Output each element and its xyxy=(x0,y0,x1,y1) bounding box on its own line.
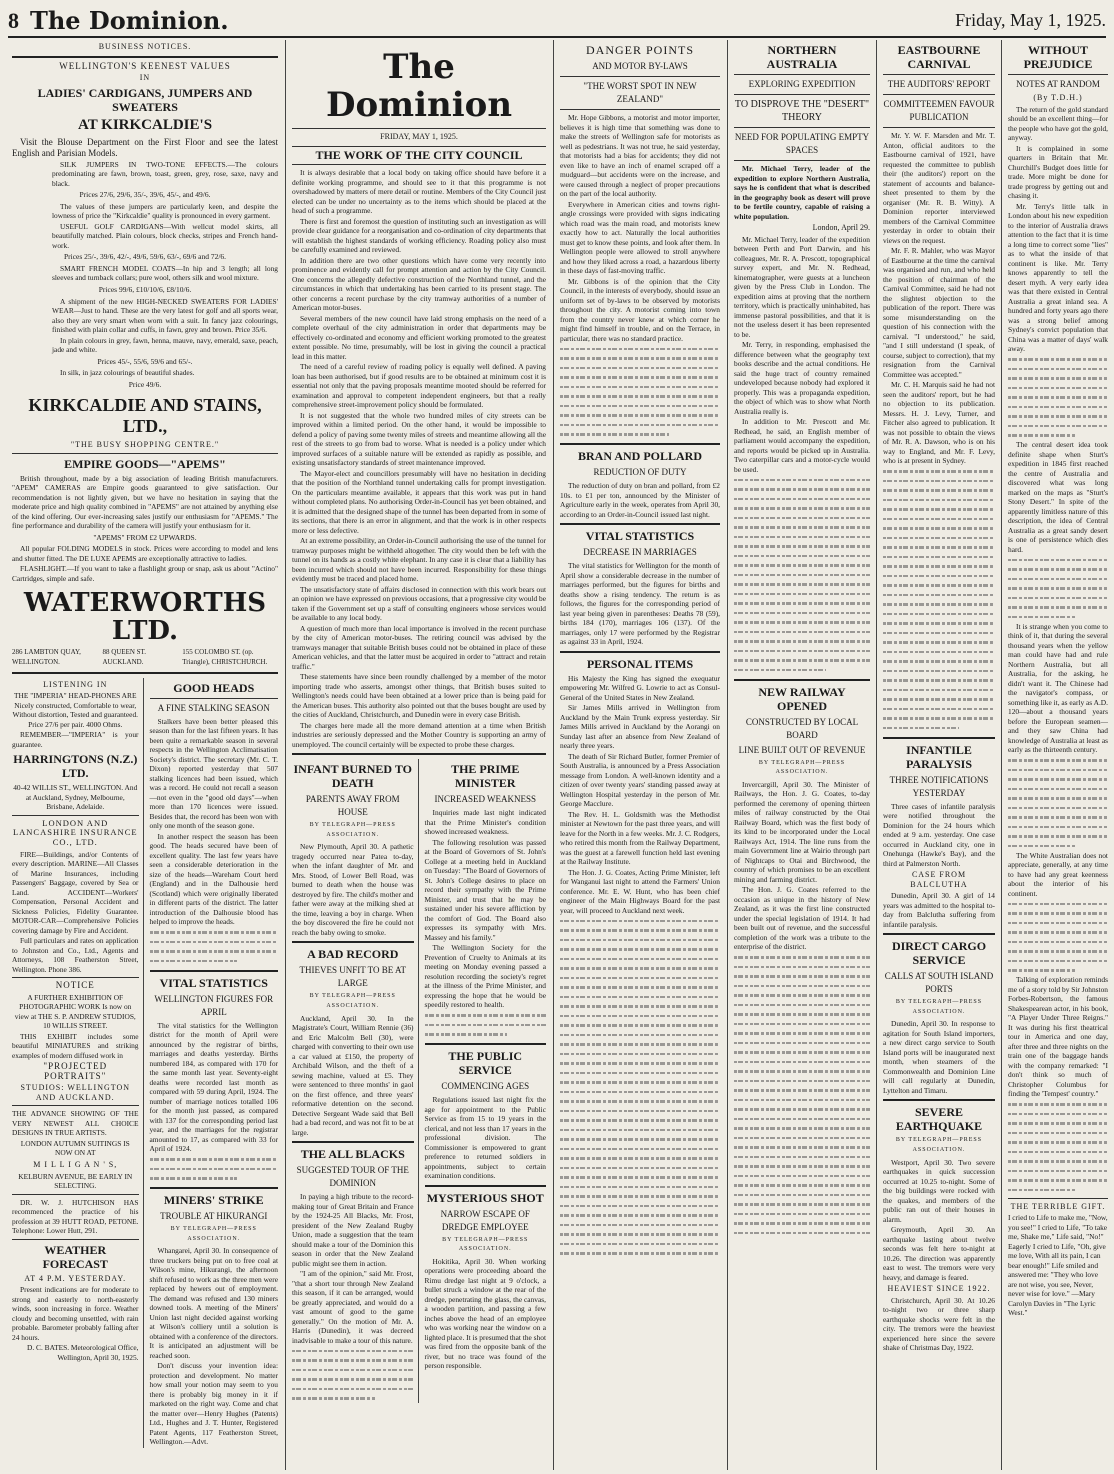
na-sub: EXPLORING EXPEDITION xyxy=(748,79,856,89)
wp-sub: NOTES AT RANDOM xyxy=(1016,79,1100,89)
vs-sub: DECREASE IN MARRIAGES xyxy=(583,547,697,557)
miners-head: MINERS' STRIKE xyxy=(163,1193,264,1208)
vs-body: The vital statistics for Wellington for the month of April show a considerable decrease in the number of marriages performed, but the figures for births and deaths show a rising tendency. The return is as follows, the figures for the corresponding period of last year being given in parentheses: Deaths 78 (59), births 184 (170), marriages 106 (137). Of the marriages, only 17 were performed by the Registrar as against 33 in April, 1924. xyxy=(560,561,720,646)
ads-right-subcolumn xyxy=(150,678,278,1448)
ip-sub: THREE NOTIFICATIONS YESTERDAY xyxy=(889,774,989,798)
ec-body3: Mr. C. H. Marquis said he had not seen the auditors' report, but he had no objection to its publication. Messrs. H. J. Levy, Turner, and Fitcher also agreed to publication. It was not possible to obtain the views of Mr. R. A. Dawson, who is on his way to England, and Mr. F. Levy, who is at present in Sydney. xyxy=(883,380,995,465)
empire-models: All popular FOLDING MODELS in stock. Prices were according to model and lens and shutter fitted. The DE LUXE APEMS are exceptionally attractive to ladies. xyxy=(12,544,278,563)
editorial-para: It is not suggested that the whole two hundred miles of city streets can be improved within a limited period. On the other hand, it would be impossible to defend a policy of paving some twenty miles of streets and meantime allowing all the rest of the streets to go from bad to worse. What is needed is a policy under which improved surfaces of a suitable nature will be extended as rapidly as possible, and existing unsatisfactory standards of street maintenance improved. xyxy=(292,410,546,468)
pm-head: THE PRIME MINISTER xyxy=(451,762,520,791)
kirk-plain: In plain colours in grey, fawn, henna, mauve, navy, emerald, saxe, peach, jade and white. xyxy=(52,335,278,355)
harrington-addr: 40-42 WILLIS ST., WELLINGTON. And at Auckland, Sydney, Melbourne, Brisbane, Adelaide. xyxy=(13,783,138,812)
hutchison-notice: DR. W. J. HUTCHISON HAS recommenced the practice of his profession at 39 HUTT ROAD, PETONE. Telephone: Lower Hutt, 291. xyxy=(12,1197,139,1236)
wp-verse: I cried to Life to make me, "Now, you see!" I cried to Life, "To take me, Shake me," Life said, "No!" Eagerly I cried to Life, "Oh, give me love, With all its pain, I can bear enough!" Life smiled and answered me: "They who love are not wise, you see, Never, never wise for love." —Mary Carolyn Davies in "The Lyric West." xyxy=(1008,1213,1108,1318)
kirk-silk2-price: Price 49/6. xyxy=(128,379,162,389)
ip-body2: Dunedin, April 30. A girl of 14 years was admitted to the hospital to-day from Balclutha suffering from infantile paralysis. xyxy=(883,891,995,929)
empire-film: "APEMS" FROM £2 UPWARDS. xyxy=(93,532,197,542)
ps-body: Regulations issued last night fix the age for appointment to the Public Service as from 15 to 19 years in the clerical, and not less than 17 years in the professional division. The Commissioner is empowered to grant preference to returned soldiers in appointments, subject to certain examination conditions. xyxy=(424,1095,546,1181)
editorial-para: At an extreme possibility, an Order-in-Council authorising the use of the tunnel for tramway purposes might be withheld altogether. The city would then be left with the tunnel on its hands as a costly white elephant. In any case it is clear that a liability has been incurred which should not have been incurred. Responsibility for these things evidently must be traced and placed home. xyxy=(292,536,546,584)
infant-byline: BY TELEGRAPH—PRESS ASSOCIATION. xyxy=(309,822,396,838)
listen-head: LISTENING IN xyxy=(43,679,108,689)
ads-split xyxy=(12,678,278,1448)
llani-body: FIRE—Buildings, and/or Contents of every description. MARINE—All Classes of Marine Insurances, including Passengers' Baggage, covered by Sea or Land. ACCIDENT—Workers' Compensation, Personal Accident and Sickness Policies, Fidelity Guarantee. MOTOR-CAR—Comprehensive Policies covering damage by Fire and Accident. xyxy=(12,849,139,935)
na-dateline: London, April 29. xyxy=(812,223,870,232)
vital-body: The vital statistics for the Wellington district for the month of April were announced by the registrar of births, marriages and deaths yesterday. Births numbered 184, as compared with 170 for the same month last year. Seventy-eight deaths were recorded last month as compared with 59 during April, 1924. The number of marriage notices totalled 106 for the month just passed, as compared with 137 for the corresponding period last year, and the marriages for the registrar amounted to 17, as compared with 33 for April of 1924. xyxy=(149,1020,278,1154)
na-body: Mr. Michael Terry, leader of the expedition between Perth and Port Darwin, and his colleagues, Mr. R. A. Prescott, topographical survey expert, and Mr. N. Redhead, kinematographer, were guests at a luncheon given by the Press Club in London. The expedition aims at proving that the northern territory, which is practically uninhabited, has immense pastoral possibilities, and that it is not the useless desert it has been represented to be. xyxy=(734,234,870,339)
page-header xyxy=(8,6,1106,38)
editorial-para: Several members of the new council have laid strong emphasis on the need of a complete overhaul of the city administration in order that departments may be effectively co-ordinated and economy and efficient working promoted to the greatest extent possible. No time, presumably, will be lost in giving the council a practical lead in this matter. xyxy=(292,313,546,361)
kirk-golf: USEFUL GOLF CARDIGANS—With wellcut model skirts, all beautifully matched. Plain colours, block checks, stripes and French hand-work. xyxy=(52,221,278,250)
kirk-at: AT KIRKCALDIE'S xyxy=(77,116,213,133)
waterworths-addr-3: 155 COLOMBO ST. (op. Triangle), CHRISTCHURCH. xyxy=(182,648,268,667)
kirk-french-prices: Prices 99/6, £10/10/6, £8/10/6. xyxy=(98,284,192,294)
kirk-tagline: WELLINGTON'S KEENEST VALUES xyxy=(59,60,231,71)
ec-body2: Mr. F. R. Mahler, who was Mayor of Eastbourne at the time the carnival was organised and run, and who held the position of chairman of the Carnival Committee, said he had not the slightest objection to the publication of the report. There was some misunderstanding on the question of his connection with the carnival. "I understood," he said, "and I still understand (I speak, of course, subject to correction), that my resignation from the Carnival Committee was accepted." xyxy=(883,246,995,379)
na-body3: In addition to Mr. Prescott and Mr. Redhead, he said, an English member of parliament would accompany the expedition, and reports would be picked up in Australia. Two caterpillar cars and a motor-cycle would be used. xyxy=(734,417,870,474)
kirk-silk-prices: Prices 27/6, 29/6, 35/-, 39/6, 45/-, and 49/6. xyxy=(79,190,211,200)
nr-body: Invercargill, April 30. The Minister of Railways, the Hon. J. G. Coates, to-day performed the ceremony of opening thirteen miles of railway constructed by the Otai Railway Board, which was the first body of its kind to be incorporated under the Local Railways Act, 1914. The line runs from the main Government line at Wairio through part of Nightcaps to Otai and Birchwood, the country of which promises to be an excellent mining and farming district. xyxy=(734,779,870,884)
wp-gift: THE TERRIBLE GIFT. xyxy=(1010,1201,1106,1211)
kirk-silk2: In silk, in jazz colourings of beautiful shades. xyxy=(60,368,195,378)
editorial-masthead: The Dominion xyxy=(325,47,513,125)
waterworths-addr-1: 286 LAMBTON QUAY, WELLINGTON. xyxy=(12,648,81,667)
wp-body2: It is complained in some quarters in Britain that Mr. Churchill's Budget does little for trade. More might be done for trade progress by getting out and chasing it. xyxy=(1008,143,1108,201)
ads-left-subcolumn xyxy=(12,678,144,1448)
pm-body2: The following resolution was passed at the Board of Governors of St. John's College at a meeting held in Auckland on Tuesday: "The Board of Governors of St. John's College desires to place on record their sympathy with the Prime Minister, and trust that he may be sustained under his severe affliction by the comfort of God. The Board also expresses its sympathy with Mrs. Massey and his family." xyxy=(424,837,546,942)
listen-body: THE "IMPERIA" HEAD-PHONES ARE Nicely constructed, Comfortable to wear, Without distortion, Tested and guaranteed. Price 27/6 per pair. 4000 Ohms. xyxy=(12,691,138,729)
milligans: M I L L I G A N ' S, xyxy=(33,1159,118,1169)
dc-byline: BY TELEGRAPH—PRESS ASSOCIATION. xyxy=(895,999,983,1015)
kirk-silk: SILK JUMPERS IN TWO-TONE EFFECTS.—The colours predominating are fawn, brown, toast, green, grey, rose, saxe, navy and black. xyxy=(52,159,278,188)
editorial-para: The need of a careful review of roading policy is equally well defined. A paving loan has been authorised, but if good results are to be obtained at minimum cost it is essential not only that the paving proposals meantime mooted should be referred for examination and approval to competent independent engineers, but that a really comprehensive street-improvement policy should be formulated. xyxy=(292,362,546,410)
pi-body4: The Rev. H. L. Goldsmith was the Methodist minister at Newtown for the past three years, and will leave for the North in a few weeks. Mr. J. C. Rodgers, who retired this month from the Railway Department, was the guest at a farewell function held last evening at the Railway Institute. xyxy=(560,809,720,866)
waterworths-addresses xyxy=(12,648,278,667)
column-rule xyxy=(1001,40,1002,1470)
shot-sub: NARROW ESCAPE OF DREDGE EMPLOYEE xyxy=(440,1208,530,1232)
pm-body3: The Wellington Society for the Prevention of Cruelty to Animals at its meeting on Monday evening passed a resolution recording the society's regret at the illness of the Prime Minister, and expressing the hope that he would be speedily restored to health. xyxy=(424,943,546,1010)
na-sub2: TO DISPROVE THE "DESERT" THEORY xyxy=(734,99,870,123)
kirk-tag: "THE BUSY SHOPPING CENTRE." xyxy=(70,440,220,450)
kirk-french: SMART FRENCH MODEL COATS—In hip and 3 length; all long sleeves and turnback collars; pure wool, others silk and wool mixture. xyxy=(52,263,278,283)
waterworths-brand: WATERWORTHS LTD. xyxy=(23,588,267,647)
danger-sub: AND MOTOR BY-LAWS xyxy=(592,61,688,71)
notice-head: NOTICE xyxy=(55,980,95,990)
weather-sig: D. C. BATES. Meteorological Office, Wellington, April 30, 1925. xyxy=(26,1343,139,1362)
editorial-column xyxy=(292,40,546,1470)
se-body3: Christchurch, April 30. At 10.26 to-night two or three sharp earthquake shocks were felt in the city. The tremors were the heaviest experienced here since the severe shake of Christmas Day, 1922. xyxy=(883,1295,995,1353)
column-rule xyxy=(285,40,286,1470)
blacks-head: THE ALL BLACKS xyxy=(300,1147,405,1162)
se-body2: Greymouth, April 30. An earthquake lasting about twelve seconds was felt here to-night at 10.26. The direction was apparently east to west. The tremors were very heavy, and damage is feared. xyxy=(883,1225,995,1282)
dc-head: DIRECT CARGO SERVICE xyxy=(891,939,987,968)
se-head: SEVERE EARTHQUAKE xyxy=(895,1105,983,1134)
weather-time: AT 4 P.M. YESTERDAY. xyxy=(24,1273,127,1283)
miners-sub: TROUBLE AT HIKURANGI xyxy=(160,1211,268,1222)
shot-body: Hokitika, April 30. When working operations were proceeding aboard the Rimu dredge last night at 9 o'clock, a bullet struck a window at the rear of the dredge, penetrating the glass, the canvas, a wooden partition, and passing a few inches above the head of an employee who was working near the window on a lighted place. It is presumed that the shot was fired from the opposite bank of the river, but no trace was found of the person responsible. xyxy=(424,1256,546,1371)
good-heads-head: GOOD HEADS xyxy=(173,680,255,695)
ip-sub2: CASE FROM BALCLUTHA xyxy=(910,870,968,889)
se-sub: HEAVIEST SINCE 1922. xyxy=(887,1284,991,1294)
pi-body5: The Hon. J. G. Coates, Acting Prime Minister, left for Wanganui last night to attend the Farmers' Union conference. Mr. E. W. Hunt, who has been chief engineer of the Main Highways Board for the past year, will proceed to Auckland next week. xyxy=(560,867,720,915)
na-head: NORTHERN AUSTRALIA xyxy=(766,43,838,71)
blacks-body2: "I am of the opinion," said Mr. Frost, "that a short tour through New Zealand this season, if it can be arranged, would be greatly appreciated, and would do a vast amount of good to the game generally." On the motion of Mr. A. Harris (Dunedin), it was decreed inadvisable to make a tour of this nature. xyxy=(292,1269,414,1345)
column-rule xyxy=(876,40,877,1470)
news-column-6 xyxy=(1008,40,1108,1470)
kirk-shipment: A shipment of the new HIGH-NECKED SWEATERS FOR LADIES' WEAR—Just to hand. These are the very latest for golf and all sports wear, also they are very smart when worn with a suit. In fancy jazz colourings, finished with plain collar and cuffs, in fawn, grey and brown. Price 35/6. xyxy=(52,296,278,335)
lower-right xyxy=(425,759,547,1403)
dc-body: Dunedin, April 30. In response to agitation for South Island importers, a new direct cargo service to South Island ports will be inaugurated next month, when steamers of the Commonwealth and Dominion Line will call regularly at Dunedin, Lyttelton and Timaru. xyxy=(883,1019,995,1095)
editorial-headline: THE WORK OF THE CITY COUNCIL xyxy=(315,147,523,162)
record-body: Auckland, April 30. In the Magistrate's Court, William Rennie (36) and Eric Malcolm Bell (30), were charged with converting to their own use a car valued at £150, the property of Archibald Wilson, and the theft of a sewing machine, valued at £5. They were sentenced to three months' in gaol on the first offence, and three years' reformative detention on the second. Detective Sergeant Wade said that Bell had a bad record, and was not fit to be at large. xyxy=(292,1013,414,1137)
dc-sub: CALLS AT SOUTH ISLAND PORTS xyxy=(884,971,994,995)
harrington-brand: HARRINGTONS (N.Z.) LTD. xyxy=(13,752,138,781)
kirk-values: The values of these jumpers are particularly keen, and despite the lowness of price the "Kirkcaldie" quality is pronounced in every garment. xyxy=(52,201,278,221)
advertisements-column xyxy=(12,40,278,1470)
pm-sub: INCREASED WEAKNESS xyxy=(434,794,537,805)
se-body: Westport, April 30. Two severe earthquakes in quick succession occurred at 10.25 to-night. Some of the big buildings were rocked with the quakes, and members of the public ran out of their houses in alarm. xyxy=(883,1157,995,1224)
pi-body2: Sir James Mills arrived in Wellington from Auckland by the Main Trunk express yesterday. Sir James Mills arrived in Auckland by the Aorangi on Sunday last after an absence from New Zealand of nearly three years. xyxy=(560,703,720,750)
llani-brand: LONDON AND LANCASHIRE INSURANCE CO., LTD. xyxy=(12,817,138,847)
listen-remember: REMEMBER—"IMPERIA" is your guarantee. xyxy=(12,730,139,749)
na-body2: Mr. Terry, in responding, emphasised the difference between what the geography text books describe and the actual conditions. He said the huge tract of country remained undeveloped because nobody had explored it properly. This was a propaganda expedition, the object of which was to show what North Australia really is. xyxy=(734,340,870,416)
notice-body: A FURTHER EXHIBITION OF PHOTOGRAPHIC WORK Is now on view at THE S. P. ANDREW STUDIOS, 10 WILLIS STREET. xyxy=(14,992,136,1031)
pi-head: PERSONAL ITEMS xyxy=(586,656,694,671)
wp-body5: It is strange when you come to think of it, that during the several thousand years when the yellow man could have had and rule Northern Australia, but all Australia, for the asking, he didn't want it. The Chinese had the navigator's compass, or something like it, as early as A.D. 120—about a thousand years before the European seamen—and they saw China had knowledge of Australia at least as early as the thirteenth century. xyxy=(1008,621,1108,755)
kirk-intro: Visit the Blouse Department on the First Floor and see the latest English and Parisian Models. xyxy=(12,136,278,158)
editorial-para: It is always desirable that a local body on taking office should have before it a definite working programme, and should see to it that this programme is not overshadowed by matters of mere detail or routine. Members of the City Council just elected can be under no uncertainty as to the items which should be placed at the head of such a programme. xyxy=(292,168,546,216)
nr-byline: BY TELEGRAPH—PRESS ASSOCIATION. xyxy=(758,759,846,776)
ip-head: INFANTILE PARALYSIS xyxy=(905,742,973,771)
editorial-lower-split xyxy=(292,759,546,1403)
business-notices-label: BUSINESS NOTICES. xyxy=(98,42,192,51)
editorial-para: A question of much more than local importance is involved in the recent purchase by the city of American motor-buses. The retiring council was advised by the tramways manager that suitable British buses could not be obtained in place of these American vehicles, and that the latter must be acquired in order to "attract and retain traffic." xyxy=(292,623,546,671)
empire-headline: EMPIRE GOODS—"APEMS" xyxy=(64,456,226,471)
wp-body: The return of the gold standard should be an excellent thing—for the people who have got the gold, anyway. xyxy=(1008,104,1108,143)
ps-sub: COMMENCING AGES xyxy=(441,1081,530,1092)
wp-body6: The White Australian does not appreciate, generally, at any time to have had any great keenness about the interior of his continent. xyxy=(1008,850,1108,898)
editorial-para: There is first and foremost the question of instituting such an investigation as will provide clear guidance for a reorganisation and co-ordination of city departments that will establish the highest standards of working efficiency. Roading policy also must be carefully examined and reviewed. xyxy=(292,216,546,255)
advance-showing: THE ADVANCE SHOWING OF THE VERY NEWEST ALL CHOICE DESIGNS IN TRUE ARTISTS. xyxy=(12,1109,139,1138)
bran-sub: REDUCTION OF DUTY xyxy=(593,467,687,477)
infant-head: INFANT BURNED TO DEATH xyxy=(293,762,412,791)
vs-head: VITAL STATISTICS xyxy=(585,529,695,543)
issue-date: Friday, May 1, 1925. xyxy=(955,10,1106,30)
blacks-sub: SUGGESTED TOUR OF THE DOMINION xyxy=(296,1165,409,1189)
news-column-4 xyxy=(734,40,870,1470)
empire-flash: FLASHLIGHT.—If you want to take a flashlight group or snap, ask us about "Actino" Cartridges, simple and safe. xyxy=(12,564,278,583)
pi-body: His Majesty the King has signed the exequatur empowering Mr. Wilfred G. Lowrie to act as Consul-General of the United States in New Zealand. xyxy=(560,673,720,702)
wp-body4: The central desert idea took definite shape when Sturt's expedition in 1845 first reached the centre of Australia and discovered what was long marked on the maps as "Sturt's Stony Desert." In spite of the apparently limitless nature of this description, the idea of Central Australia as a great sandy desert is one of persistence which dies hard. xyxy=(1008,440,1108,554)
empire-body: British throughout, made by a big association of leading British manufacturers. "APEM" CAMERAS are Empire goods guaranteed to give satisfaction. Our recommendation is not lightly given, but we have no hesitation in saying that the moderate price and high quality combined in "APEMS" are not attained by anything else of the kind offering. Our ever-increasing sales justify our enthusiasm for "APEMS." The fine performance and durability of the camera will justify your enthusiasm for it. xyxy=(12,473,278,531)
page-number: 8 xyxy=(8,8,19,33)
miners-ad: Don't discuss your invention idea: protection and development. No matter how small your notion may seem to you there is probably big money in it if marketed on the right way. Come and chat the matter over—Henry Hughes (Patents) Ltd., Hughes and J. T. Hunter, Registered Patent Agents, 117 Featherston Street, Wellington.—Advt. xyxy=(149,1361,278,1447)
miners-body: Whangarei, April 30. In consequence of three truckers being put on to free coal at Wilson's mine, Hikurangi, the afternoon shift refused to work as the three men were replaced by hewers out of employment. The demand was refused and 130 miners downed tools. A meeting of the Miners' Union last night decided against working at Wilson's colliery until a solution is obtained with a conference of the directors. It is anticipated an adjustment will be reached soon. xyxy=(149,1246,278,1360)
nr-sub2: LINE BUILT OUT OF REVENUE xyxy=(738,744,866,755)
ec-body: Mr. Y. W. F. Marsden and Mr. T. Anton, official auditors to the Eastbourne carnival of 1921, have requested the committee to publish their (the auditors') report on the statement of accounts and balance-sheet presented to them by the organiser (Mr. R. B. Witty). A Dominion reporter interviewed members of the Carnival Committee yesterday in order to obtain their views on the request. xyxy=(883,131,995,245)
danger-quote: "THE WORST SPOT IN NEW ZEALAND" xyxy=(583,81,697,104)
kirk-in: IN xyxy=(139,73,151,83)
vital-head: VITAL STATISTICS xyxy=(159,975,268,990)
column-rule xyxy=(553,40,554,1470)
notice-body2: THIS EXHIBIT includes some beautiful MINIATURES and striking examples of modern diffused work in xyxy=(12,1031,139,1060)
news-column-5 xyxy=(883,40,995,1470)
wp-body3: Mr. Terry's little talk in London about his new expedition to the interior of Australia draws attention to the fact that it is time a long time to correct some "lies" as to what the inside of that continent is like. Mr. Terry knows apparently to tell the desert myth. A very early idea was that there existed in Central Australia a great inland sea. A hundred and forty years ago there was a strong belief among Sydney's convict population that China was a matter of days' walk away. xyxy=(1008,201,1108,354)
record-head: A BAD RECORD xyxy=(307,947,399,962)
editorial-para: The Mayor-elect and councillors presumably will have no hesitation in deciding that the position of the Northland tunnel undertaking calls for prompt investigation. On the particulars meantime available, it appears that this work was put in hand without completed plans. No authorising Order-in-Council has yet been obtained, and it is admitted that the designed shape of the tunnel has been departed from in some of its sections, that there is an error in alignment, and that the work is in other respects more or less defective. xyxy=(292,468,546,535)
notice-portraits: "PROJECTED PORTRAITS" xyxy=(43,1061,108,1081)
milligans-addr: KELBURN AVENUE, BE EARLY IN SELECTING. xyxy=(18,1171,133,1191)
wp-body7: Talking of exploration reminds me of a story told by Sir Johnston Forbes-Robertson, the famous Shakespearean actor, in his book, "A Player Under Three Reigns." It was during his first theatrical tour in America and one day, after three and three nights on the train one of the baggage hands with the company remarked: "I don't think so much of Christopher Columbus for finding the 'Tempest' country." xyxy=(1008,975,1108,1099)
kirk-headline: LADIES' CARDIGANS, JUMPERS AND SWEATERS xyxy=(37,85,253,114)
wp-by: (By T.D.H.) xyxy=(1033,93,1083,102)
ec-head: EASTBOURNE CARNIVAL xyxy=(897,43,981,71)
danger-body: Mr. Hope Gibbons, a motorist and motor importer, believes it is high time that something was done to make the streets of Wellington safe for motorists as well as pedestrians. It was not true, he said yesterday, that motorists had a bias for accidents; they did not even like to have an inch of enamel scraped off a mudguard—but accidents were on the increase, and were caused through a neglect of proper precautions on the part of the local authority. xyxy=(560,113,720,198)
editorial-para: In addition there are two other questions which have come very recently into prominence and evidently call for prompt attention and action by the City Council. One concerns the allegedly defective construction of the Northland tunnel, and the circumstances in which that undertaking has been carried to its present stage. The other concerns a recent purchase by the city tramway authorities of a number of American motor-buses. xyxy=(292,255,546,313)
weather-head: WEATHER FORECAST xyxy=(42,1242,108,1271)
vital-sub: WELLINGTON FIGURES FOR APRIL xyxy=(154,993,274,1017)
pi-body3: The death of Sir Richard Butler, former Premier of South Australia, is announced by a Press Association message from London. A well-known identity and a citizen of over twenty years' standing passed away at Wellington Hospital yesterday in the person of Mr. George Macclure. xyxy=(560,751,720,808)
masthead-small: The Dominion. xyxy=(30,6,229,35)
infant-sub: PARENTS AWAY FROM HOUSE xyxy=(305,794,400,818)
record-sub: THIEVES UNFIT TO BE AT LARGE xyxy=(299,965,406,989)
infant-body: New Plymouth, April 30. A pathetic tragedy occurred near Patea to-day, when the infant daughter of Mr. and Mrs. Stood, of Lower Bell Road, was burned to death when the house was destroyed by fire. The child's mother and father were away at the milking shed at the time, leaving a boy in charge. When the boy discovered the fire he could not reach the baby owing to smoke. xyxy=(292,842,414,937)
lower-left xyxy=(292,759,419,1403)
shot-head: MYSTERIOUS SHOT xyxy=(426,1190,544,1205)
notice-studios: STUDIOS: WELLINGTON AND AUCKLAND. xyxy=(20,1083,131,1102)
ec-sub2: COMMITTEEMEN FAVOUR PUBLICATION xyxy=(883,99,995,122)
llani-foot: Full particulars and rates on application to Johnston and Co., Ltd., Agents and Attorneys, 108 Featherston Street, Wellington. Phone 386. xyxy=(12,936,139,974)
pm-body: Inquiries made last night indicated that the Prime Minister's condition showed increased weakness. xyxy=(424,808,546,837)
editorial-date: FRIDAY, MAY 1, 1925. xyxy=(380,132,458,141)
danger-body3: Mr. Gibbons is of the opinion that the City Council, in the interests of everybody, should issue an uniform set of by-laws to be observed by motorists throughout the city. A motorist coming into town from the country never knew at which corner he might find himself in trouble, and on the Terrace, in particular, there was no standard practice. xyxy=(560,276,720,343)
nr-sub: CONSTRUCTED BY LOCAL BOARD xyxy=(745,716,859,740)
kirk-golf-prices: Prices 25/-, 39/6, 42/-, 49/6, 59/6, 63/-, 69/6 and 72/6. xyxy=(63,252,227,262)
na-sub3: NEED FOR POPULATING EMPTY SPACES xyxy=(734,132,870,155)
bran-head: BRAN AND POLLARD xyxy=(577,449,702,463)
editorial-para: These statements have since been roundly challenged by a member of the motor importing trade who asserts, amongst other things, that British buses suited to Wellington's needs could have been obtained at a lower price than is being paid for the American buses. This authority also pointed out that the buses bought are used by the cities of Auckland, Christchurch, and Dunedin were in every case British. xyxy=(292,672,546,720)
london-autumn: LONDON AUTUMN SUITINGS IS NOW ON AT xyxy=(20,1138,130,1158)
kirk-brand: KIRKCALDIE AND STAINS, LTD., xyxy=(28,395,262,437)
weather-body: Present indications are for moderate to strong and easterly to north-easterly winds, soon increasing in force. Weather cloudy and becoming unsettled, with rain probable. Barometer probably falling after 24 hours. xyxy=(12,1285,139,1342)
ec-sub: THE AUDITORS' REPORT xyxy=(887,79,991,89)
blacks-body: In paying a high tribute to the record-making tour of Great Britain and France by the 1924-25 All Blacks, Mr. Frost, president of the New Zealand Rugby Union, made a suggestion that the team should make a tour of the Dominion this season in order that the New Zealand public might see them in action. xyxy=(292,1192,414,1268)
danger-head: DANGER POINTS xyxy=(585,43,694,57)
wp-head: WITHOUT PREJUDICE xyxy=(1023,43,1093,71)
kirk-plain-prices: Prices 45/-, 55/6, 59/6 and 65/-. xyxy=(97,356,193,366)
editorial-para: The charges here made all the more demand attention at a time when British industries are seriously depressed and the Mother Country is supporting an army of unemployed. The council certainly will be expected to probe these charges. xyxy=(292,720,546,749)
stalking-body: Stalkers have been better pleased this season than for the last fifteen years. It has been quite a remarkable season in several respects in the Wellington Acclimatisation Society's district. The secretary (Mr. C. T. Dixon) reported yesterday that 507 stalking licences had been issued, which was a record. He could not recall a season—not even in the "good old days"—when more than 170 licences were issued. Besides that, the record has been won with only one month of the season gone. xyxy=(149,716,278,831)
nr-body2: The Hon. J. G. Coates referred to the occasion as unique in the history of New Zealand, as it was the first line constructed under the special legislation of 1914. It had been built out of revenue, and the successful completion of the work was a tribute to the enterprise of the district. xyxy=(734,885,870,952)
ps-head: THE PUBLIC SERVICE xyxy=(448,1049,523,1078)
column-rule xyxy=(727,40,728,1470)
danger-body2: Everywhere in American cities and towns right-angle crossings were provided with signs indicating which road was the main road, and motorists knew exactly how to act. Naturally the local authorities must get to know these points, and look after them. In Wellington people were allowed to stroll anywhere and how they liked across a road, a hazardous liberty in these days of fast-moving traffic. xyxy=(560,199,720,275)
miners-byline: BY TELEGRAPH—PRESS ASSOCIATION. xyxy=(170,1226,257,1242)
shot-byline: BY TELEGRAPH—PRESS ASSOCIATION. xyxy=(442,1236,529,1253)
se-byline: BY TELEGRAPH—PRESS ASSOCIATION. xyxy=(895,1137,983,1153)
na-lead: Mr. Michael Terry, leader of the expedition to explore Northern Australia, says he is confident that what is described in the geography book as desert will prove to be fertile country, capable of raising a white population. xyxy=(734,164,870,221)
nr-head: NEW RAILWAY OPENED xyxy=(758,684,846,713)
waterworths-addr-2: 88 QUEEN ST. AUCKLAND. xyxy=(102,648,147,667)
editorial-para: The unsatisfactory state of affairs disclosed in connection with this work bears out an opinion we have expressed on previous occasions, that a progressive city would be taken if the Government set up a staff of consulting engineers whose services would be available to any local body. xyxy=(292,584,546,623)
record-byline: BY TELEGRAPH—PRESS ASSOCIATION. xyxy=(309,993,396,1009)
news-column-3 xyxy=(560,40,720,1470)
stalking-sub: A FINE STALKING SEASON xyxy=(157,702,270,713)
bran-body: The reduction of duty on bran and pollard, from £2 10s. to £1 per ton, announced by the Minister of Agriculture early in the week, operates from April 30, according to an Order-in-Council issued last night. xyxy=(560,481,720,519)
ip-body: Three cases of infantile paralysis were notified throughout the Dominion for the 24 hours which ended at 9 a.m. yesterday. One case occurred in Auckland city, one in Onehunga (Hawke's Bay), and the third at Palmerston North. xyxy=(883,801,995,868)
stalking-body2: In another respect the season has been good. The heads secured have been of excellent quality. The last few years have seen a considerable deterioration in the size of the heads—Wareham Court herd (England) and in the Dalhousie herd (Scotland) which were originally liberated in different parts of the district. The latter introduction of the Dalhousie blood has helped to improve the heads. xyxy=(149,831,278,927)
